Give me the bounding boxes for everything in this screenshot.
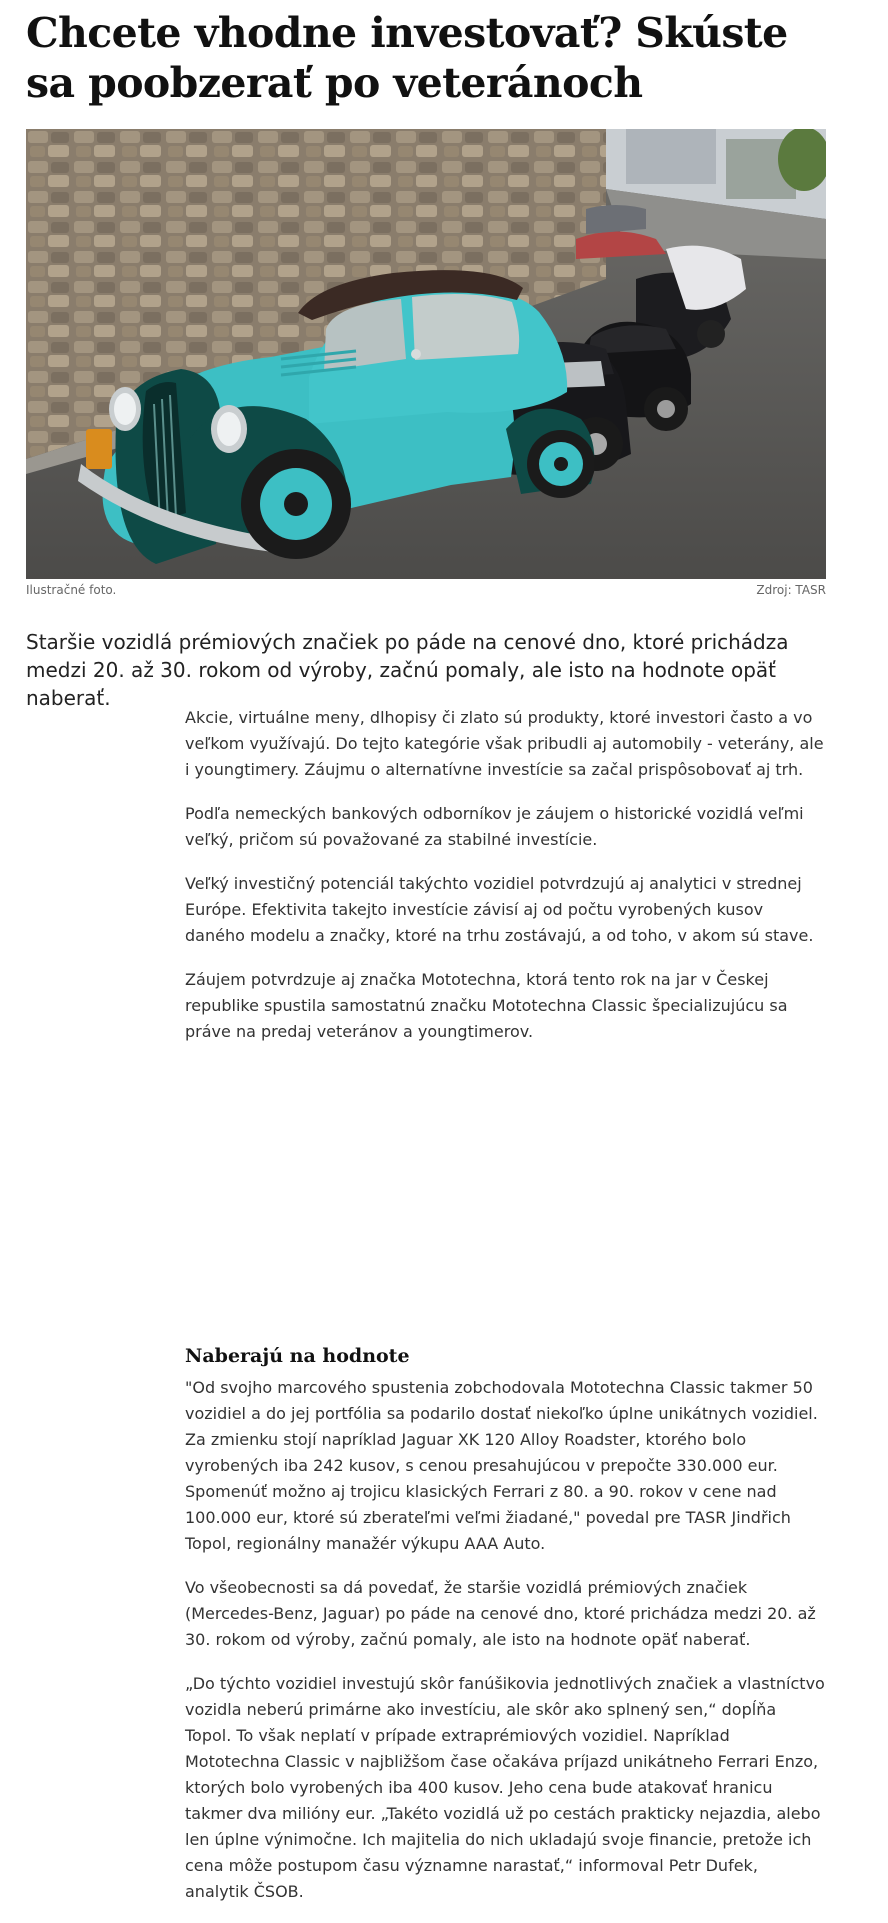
body-paragraph: Vo všeobecnosti sa dá povedať, že staršie vozidlá prémiových značiek (Mercedes-Benz, Jaguar) po páde na cenové dno, ktoré prichádza medzi 20. až 30. rokom od výroby, začnú pomaly, ale isto na hodnote opäť naberať. [185, 1578, 816, 1649]
image-caption: Ilustračné foto. [26, 583, 117, 597]
vintage-car-photo [26, 129, 826, 579]
body-paragraph: Záujem potvrdzuje aj značka Mototechna, ktorá tento rok na jar v Českej republike spustila samostatnú značku Mototechna Classic špecializujúcu sa práve na predaj veteránov a youngtimerov. [185, 970, 788, 1041]
article-headline: Chcete vhodne investovať? Skúste sa poobzerať po veteránoch [26, 9, 788, 107]
body-paragraph: Veľký investičný potenciál takýchto vozidiel potvrdzujú aj analytici v strednej Európe. Efektivita takejto investície závisí aj od počtu vyrobených kusov daného modelu a značky, ktoré na trhu zostávajú, a od toho, v akom sú stave. [185, 874, 814, 945]
body-paragraph: „Do týchto vozidiel investujú skôr fanúšikovia jednotlivých značiek a vlastníctvo vozidla neberú primárne ako investíciu, ale skôr ako splnený sen,“ dopĺňa Topol. To však neplatí v prípade extraprémiových vozidiel. Napríklad Mototechna Classic v najbližšom čase očakáva príjazd unikátneho Ferrari Enzo, ktorých bolo vyrobených iba 400 kusov. Jeho cena bude atakovať hranicu takmer dva milióny eur. „Takéto vozidlá už po cestách prakticky nejazdia, alebo len úplne výnimočne. Ich majitelia do nich ukladajú svoje financie, pretože ich cena môže postupom času významne narastať,“ informoval Petr Dufek, analytik ČSOB. [185, 1674, 825, 1901]
body-paragraph: "Od svojho marcového spustenia zobchodovala Mototechna Classic takmer 50 vozidiel a do jej portfólia sa podarilo dostať niekoľko úplne unikátnych vozidiel. Za zmienku stojí napríklad Jaguar XK 120 Alloy Roadster, ktorého bolo vyrobených iba 242 kusov, s cenou presahujúcou v prepočte 330.000 eur. Spomenúť možno aj trojicu klasických Ferrari z 80. a 90. rokov v cene nad 100.000 eur, ktoré sú zberateľmi veľmi žiadané," povedal pre TASR Jindřich Topol, regionálny manažér výkupu AAA Auto. [185, 1378, 818, 1553]
body-paragraph: Podľa nemeckých bankových odborníkov je záujem o historické vozidlá veľmi veľký, pričom sú považované za stabilné investície. [185, 804, 804, 849]
body-paragraph: Akcie, virtuálne meny, dlhopisy či zlato sú produkty, ktoré investori často a vo veľkom využívajú. Do tejto kategórie však pribudli aj automobily - veterány, ale i youngtimery. Záujmu o alternatívne investície sa začal prispôsobovať aj trh. [185, 708, 824, 779]
image-source: Zdroj: TASR [756, 583, 826, 597]
article-lead: Staršie vozidlá prémiových značiek po páde na cenové dno, ktoré prichádza medzi 20. až 30. rokom od výroby, začnú pomaly, ale isto na hodnote opäť naberať. [26, 630, 789, 710]
section-heading: Naberajú na hodnote [185, 1345, 410, 1367]
article-body [185, 705, 825, 1063]
article-hero-image[interactable] [26, 129, 826, 579]
article-section [185, 1343, 825, 1923]
